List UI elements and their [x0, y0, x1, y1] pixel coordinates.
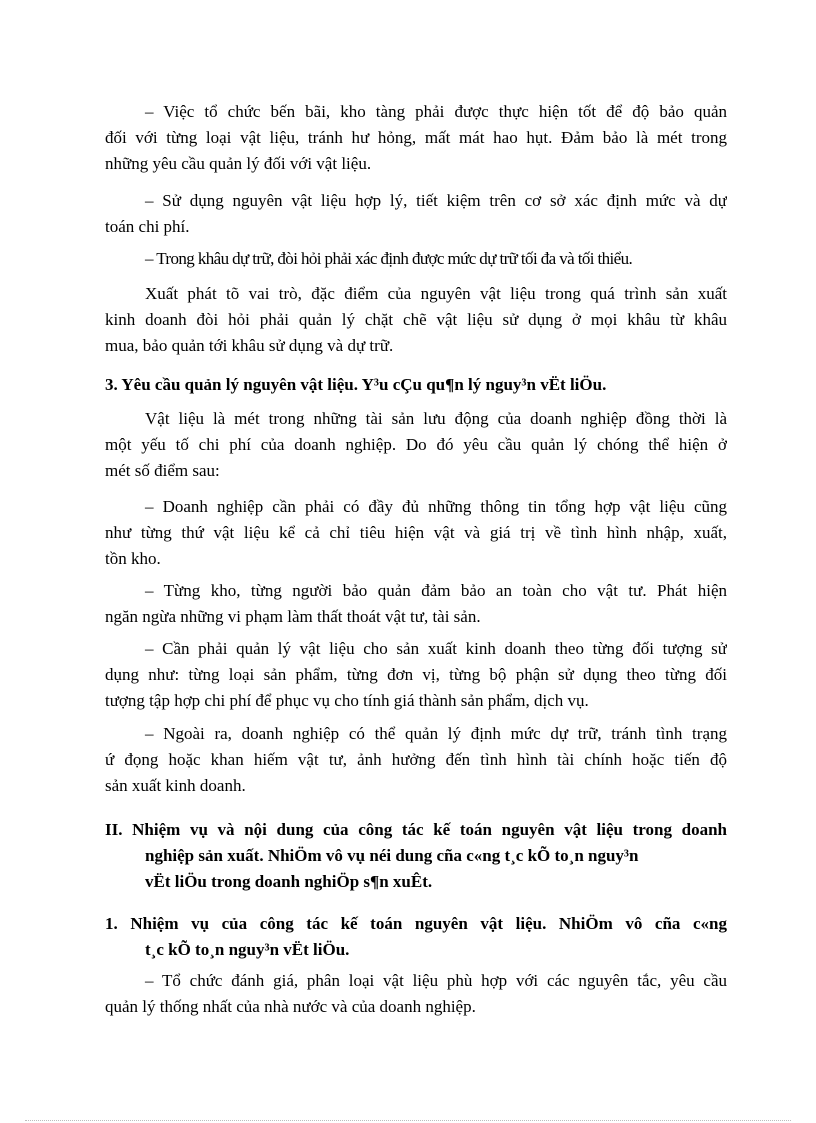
text-line: – Doanh nghiệp cần phải có đầy đủ những thông tin tổng hợp vật liệu cũng — [145, 497, 727, 516]
text-line: – Việc tổ chức bến bãi, kho tàng phải được thực hiện tốt để độ bảo quản — [145, 102, 727, 121]
text-line: những yêu cầu quản lý đối với vật liệu. — [105, 154, 372, 173]
text-line: ứ đọng hoặc khan hiếm vật tư, ảnh hưởng đến tình hình tài chính hoặc tiến độ — [105, 750, 727, 769]
paragraph-evaluation — [105, 968, 727, 1020]
heading-text: vËt liÖu trong doanh nghiÖp s¶n xuÊt. — [145, 872, 433, 891]
text-line: – Từng kho, từng người bảo quản đảm bảo an toàn cho vật tư. Phát hiện — [145, 581, 727, 600]
text-line: tượng tập hợp chi phí để phục vụ cho tính giá thành sản phẩm, dịch vụ. — [105, 691, 589, 710]
section-heading-3 — [105, 372, 727, 398]
heading-text: 1. Nhiệm vụ của công tác kế toán nguyên vật liệu. NhiÖm vô cña c«ng — [105, 914, 727, 933]
text-line: – Sử dụng nguyên vật liệu hợp lý, tiết kiệm trên cơ sở xác định mức và dự — [145, 191, 727, 210]
heading-text: II. Nhiệm vụ và nội dung của công tác kế toán nguyên vật liệu trong doanh — [105, 820, 727, 839]
heading-text: 3. Yêu cầu quản lý nguyên vật liệu. Y³u cÇu qu¶n lý nguy³n vËt liÖu. — [105, 375, 607, 394]
paragraph-storage — [105, 99, 727, 177]
text-line: quản lý thống nhất của nhà nước và của doanh nghiệp. — [105, 997, 476, 1016]
text-line: đối với từng loại vật liệu, tránh hư hỏng, mất mát hao hụt. Đảm bảo là mét trong — [105, 128, 727, 147]
text-line: – Tổ chức đánh giá, phân loại vật liệu phù hợp với các nguyên tắc, yêu cầu — [145, 971, 727, 990]
text-line: – Cần phải quản lý vật liệu cho sản xuất kinh doanh theo từng đối tượng sử — [145, 639, 727, 658]
text-line: – Trong khâu dự trữ, đòi hỏi phải xác định được mức dự trữ tối đa và tối thiểu. — [145, 249, 633, 268]
paragraph-reserve — [105, 246, 727, 272]
paragraph-warehouse — [105, 578, 727, 630]
text-line: toán chi phí. — [105, 217, 190, 236]
heading-text: t¸c kÕ to¸n nguy³n vËt liÖu. — [145, 940, 350, 959]
text-line: như từng thứ vật liệu kể cả chỉ tiêu hiện vật và giá trị về tình hình nhập, xuất, — [105, 523, 727, 542]
paragraph-additionally — [105, 721, 727, 799]
paragraph-management — [105, 636, 727, 714]
text-line: sản xuất kinh doanh. — [105, 776, 246, 795]
text-line: mua, bảo quản tới khâu sử dụng và dự trữ. — [105, 336, 394, 355]
paragraph-information — [105, 494, 727, 572]
text-line: một yếu tố chi phí của doanh nghiệp. Do đó yêu cầu quản lý chóng thể hiện ở — [105, 435, 727, 454]
paragraph-materials — [105, 406, 727, 484]
text-line: Vật liệu là mét trong những tài sản lưu động của doanh nghiệp đồng thời là — [145, 409, 727, 428]
heading-text: nghiệp sản xuất. NhiÖm vô vụ néi dung cña c«ng t¸c kÕ to¸n nguy³n — [145, 846, 639, 865]
paragraph-origin — [105, 281, 727, 359]
page-bottom-divider — [25, 1120, 791, 1121]
text-line: kinh doanh đòi hỏi phải quản lý chặt chẽ vật liệu sử dụng ở mọi khâu từ khâu — [105, 310, 727, 329]
text-line: mét số điểm sau: — [105, 461, 220, 480]
text-line: Xuất phát tõ vai trò, đặc điểm của nguyên vật liệu trong quá trình sản xuất — [145, 284, 727, 303]
text-line: – Ngoài ra, doanh nghiệp có thể quản lý định mức dự trữ, tránh tình trạng — [145, 724, 727, 743]
paragraph-usage — [105, 188, 727, 240]
text-line: tồn kho. — [105, 549, 161, 568]
text-line: dụng như: từng loại sản phẩm, từng đơn vị, từng bộ phận sử dụng theo từng đối — [105, 665, 727, 684]
section-heading-ii — [105, 817, 727, 895]
text-line: ngăn ngừa những vi phạm làm thất thoát vật tư, tài sản. — [105, 607, 481, 626]
section-heading-1 — [105, 911, 727, 963]
